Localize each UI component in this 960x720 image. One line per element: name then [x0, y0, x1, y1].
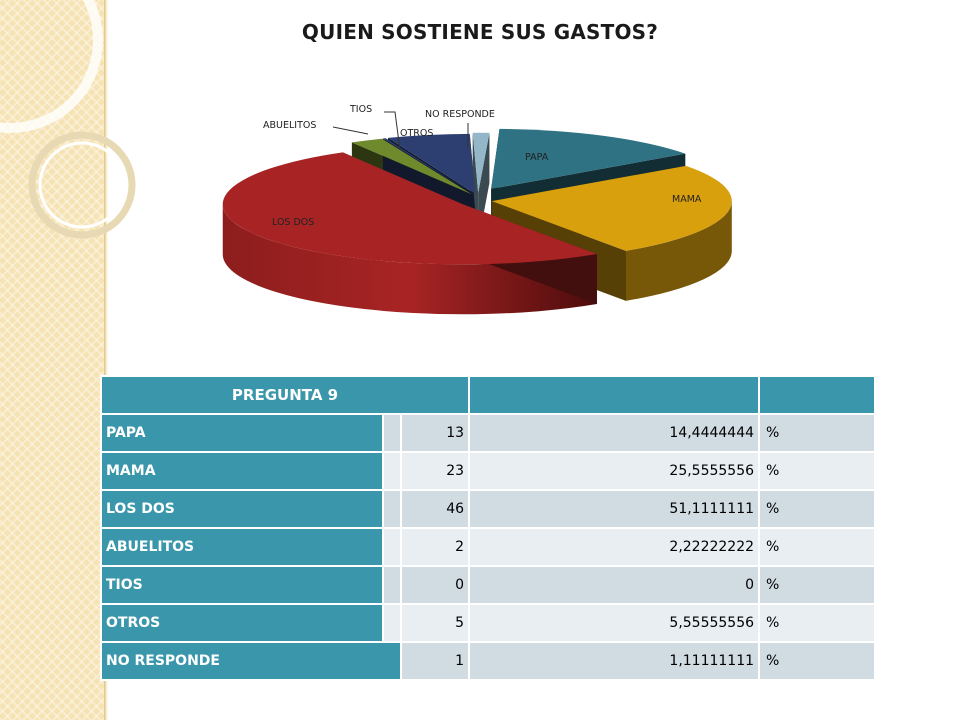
- pie-label-tios: TIOS: [350, 104, 373, 115]
- row-label: OTROS: [101, 604, 383, 642]
- table-row: [101, 604, 875, 642]
- row-percent: 51,1111111: [469, 490, 759, 528]
- table-row: [101, 414, 875, 452]
- pie-label-papa: PAPA: [525, 152, 549, 163]
- table-header-title: PREGUNTA 9: [101, 376, 469, 414]
- row-label: PAPA: [101, 414, 383, 452]
- row-percent: 5,55555556: [469, 604, 759, 642]
- row-count: 46: [401, 490, 469, 528]
- pie-label-mama: MAMA: [672, 194, 702, 205]
- table-row: [101, 528, 875, 566]
- row-spacer: [383, 414, 401, 452]
- row-percent-symbol: %: [759, 490, 875, 528]
- table-row: [101, 642, 875, 680]
- row-label: MAMA: [101, 452, 383, 490]
- row-percent-symbol: %: [759, 452, 875, 490]
- row-count: 5: [401, 604, 469, 642]
- row-spacer: [383, 452, 401, 490]
- table-header-row: [101, 376, 875, 414]
- row-count: 2: [401, 528, 469, 566]
- table-row: [101, 490, 875, 528]
- row-percent-symbol: %: [759, 642, 875, 680]
- row-label: LOS DOS: [101, 490, 383, 528]
- row-count: 23: [401, 452, 469, 490]
- pie-label-los-dos: LOS DOS: [272, 217, 315, 228]
- pie-leader-abuelitos: [333, 127, 368, 134]
- chart-title: QUIEN SOSTIENE SUS GASTOS?: [301, 20, 659, 44]
- row-spacer: [383, 528, 401, 566]
- row-spacer: [383, 490, 401, 528]
- table-row: [101, 452, 875, 490]
- row-spacer: [383, 566, 401, 604]
- row-count: 1: [401, 642, 469, 680]
- row-count: 0: [401, 566, 469, 604]
- row-label: ABUELITOS: [101, 528, 383, 566]
- pie-label-abuelitos: ABUELITOS: [263, 120, 317, 131]
- row-percent: 1,11111111: [469, 642, 759, 680]
- row-percent-symbol: %: [759, 566, 875, 604]
- row-label: NO RESPONDE: [101, 642, 383, 680]
- row-percent: 14,4444444: [469, 414, 759, 452]
- table-header-cell: [469, 376, 759, 414]
- table-header-cell: [759, 376, 875, 414]
- row-spacer: [383, 642, 401, 680]
- row-percent-symbol: %: [759, 528, 875, 566]
- pie-label-no-responde: NO RESPONDE: [425, 109, 495, 120]
- table-row: [101, 566, 875, 604]
- row-spacer: [383, 604, 401, 642]
- row-percent: 0: [469, 566, 759, 604]
- row-percent-symbol: %: [759, 604, 875, 642]
- row-count: 13: [401, 414, 469, 452]
- row-percent-symbol: %: [759, 414, 875, 452]
- row-percent: 25,5555556: [469, 452, 759, 490]
- row-label: TIOS: [101, 566, 383, 604]
- pie-label-otros: OTROS: [400, 128, 434, 139]
- row-percent: 2,22222222: [469, 528, 759, 566]
- results-table: [100, 375, 876, 681]
